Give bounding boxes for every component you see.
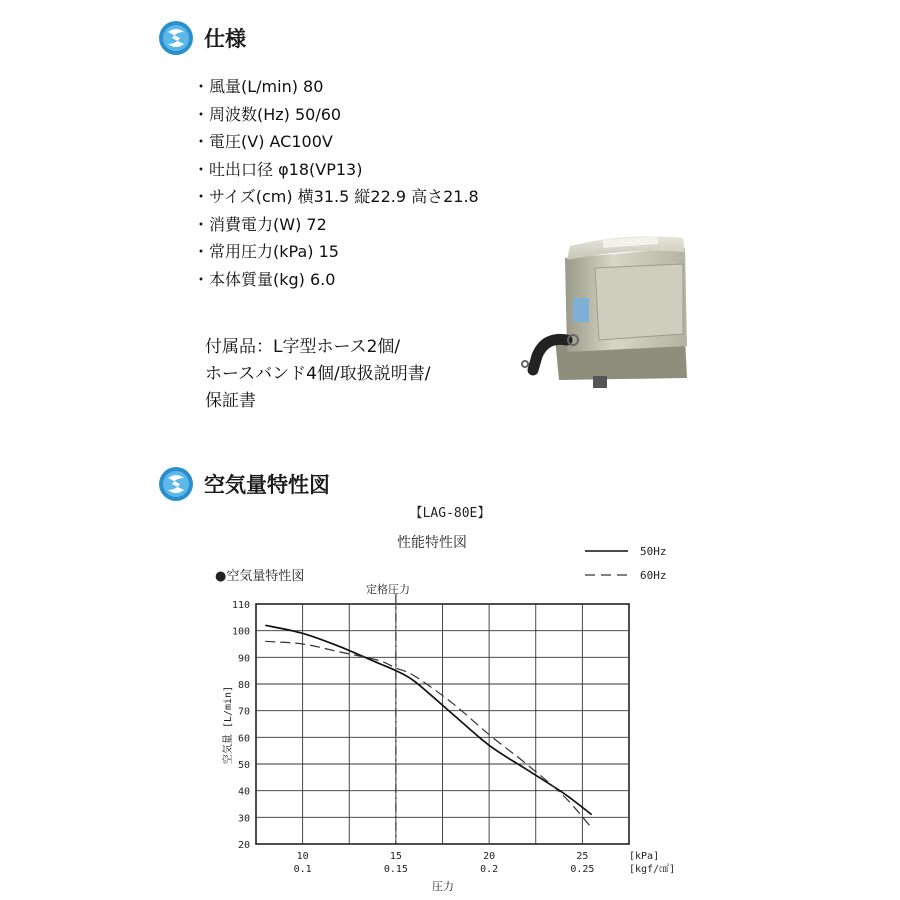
air-pump-image: [515, 228, 695, 396]
spec-title: 仕様: [204, 27, 246, 51]
x-tick-label-kgf: 0.25: [570, 864, 595, 875]
x-tick-label-kpa: 20: [483, 851, 496, 862]
accessories-line: 保証書: [205, 391, 256, 411]
spec-section-header: [158, 20, 246, 56]
x-axis-unit-kpa: [kPa]: [629, 851, 660, 862]
y-tick-label: 30: [237, 813, 250, 825]
x-axis-label: 圧力: [432, 880, 454, 893]
y-tick-label: 90: [237, 653, 250, 665]
series-line-50hz: [265, 625, 591, 814]
spec-item: ・風量(L/min) 80: [193, 77, 324, 96]
performance-chart: [0, 495, 900, 900]
x-tick-label-kpa: 15: [389, 851, 402, 862]
x-tick-label-kpa: 25: [576, 851, 589, 862]
graph-section-title: 空気量特性図: [204, 473, 330, 497]
y-tick-label: 60: [237, 733, 250, 745]
chart-legend: [585, 545, 667, 582]
chart-grid: [256, 604, 629, 844]
y-tick-label: 80: [237, 680, 250, 691]
spec-list: [193, 73, 479, 293]
y-tick-label: 70: [237, 706, 250, 718]
legend-label-50hz: 50Hz: [640, 545, 667, 558]
y-axis-label: 空気量 [L/min]: [223, 685, 234, 765]
brand-logo-icon: [158, 20, 194, 56]
y-tick-label: 50: [237, 760, 250, 771]
spec-item: ・周波数(Hz) 50/60: [193, 104, 342, 124]
accessories-text: [205, 334, 515, 415]
chart-subtitle: ●空気量特性図: [215, 569, 305, 584]
y-tick-label: 20: [237, 840, 250, 851]
accessories-line: ホースバンド4個/取扱説明書/: [205, 364, 431, 384]
x-tick-label-kgf: 0.2: [480, 864, 499, 875]
x-tick-label-kgf: 0.15: [383, 864, 408, 875]
y-tick-label: 100: [231, 626, 250, 638]
y-tick-label: 40: [237, 786, 250, 798]
chart-title: 性能特性図: [397, 535, 467, 551]
spec-item: ・サイズ(cm) 横31.5 縦22.9 高さ21.8: [193, 187, 479, 206]
chart-model-label: 【LAG-80E】: [409, 506, 491, 521]
chart-series: [265, 625, 591, 828]
accessories-line: 付属品：L字型ホース2個/: [205, 337, 401, 357]
y-tick-label: 110: [231, 600, 250, 611]
x-tick-label-kpa: 10: [296, 851, 309, 862]
spec-item: ・常用圧力(kPa) 15: [193, 242, 339, 261]
series-line-60hz: [265, 641, 591, 828]
spec-item: ・本体質量(kg) 6.0: [193, 269, 336, 289]
spec-item: ・吐出口径 φ18(VP13): [193, 159, 363, 179]
spec-item: ・電圧(V) AC100V: [193, 132, 333, 151]
x-tick-label-kgf: 0.1: [293, 864, 312, 875]
spec-item: ・消費電力(W) 72: [193, 214, 327, 234]
y-axis-ticks: [232, 600, 250, 851]
x-axis-ticks: [294, 851, 595, 875]
rated-pressure-label: 定格圧力: [366, 583, 410, 596]
legend-label-60hz: 60Hz: [640, 569, 667, 582]
x-axis-unit-kgf: [kgf/㎠]: [629, 864, 676, 875]
